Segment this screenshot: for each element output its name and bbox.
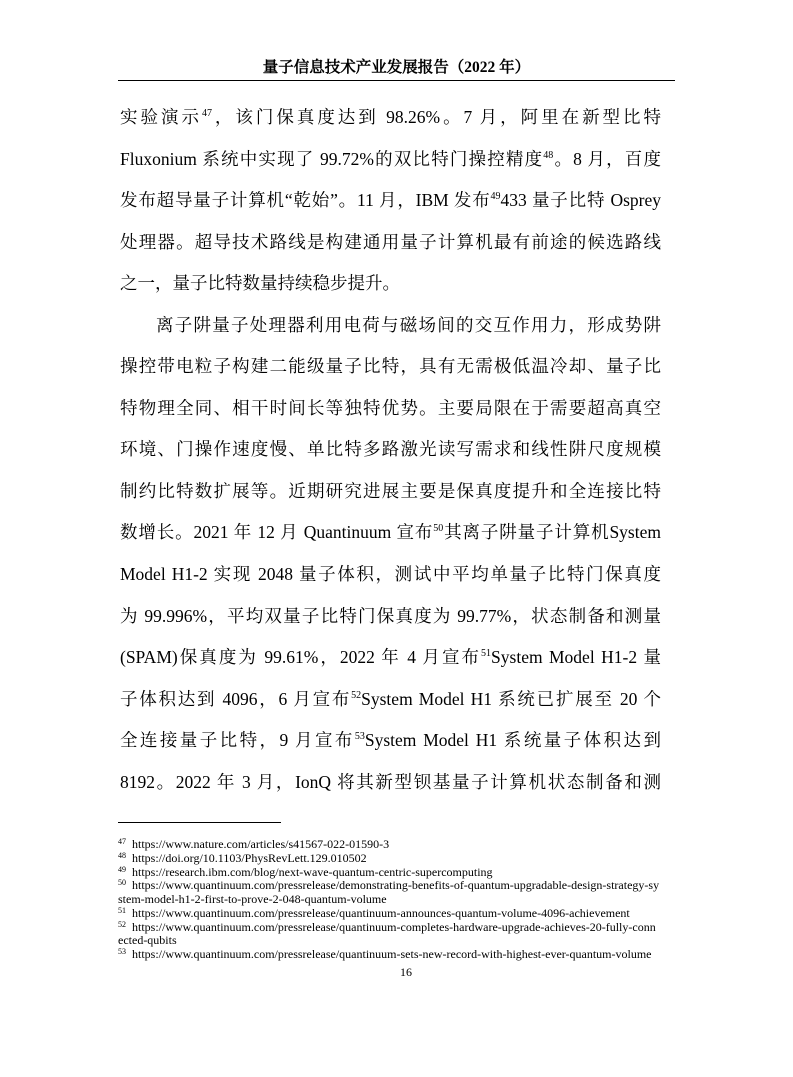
footnote-ref: 53 [354,731,365,743]
text-line [120,512,661,554]
text-run: Model H1-2 实现 2048 量子体积，测试中平均单量子比特门保真度 [120,564,661,585]
footnote-line [118,879,666,893]
text-run: 操控带电粒子构建二能级量子比特，具有无需极低温冷却、量子比 [120,356,661,377]
footnote-url: stem-model-h1-2-first-to-prove-2-048-quantum-volume [118,892,387,906]
footnote [118,948,666,962]
text-line [120,554,661,596]
text-run: 发布超导量子计算机“乾始”。11 月，IBM 发布 [120,190,491,211]
text-line [120,471,661,513]
footnote-url: ected-qubits [118,933,177,948]
text-run: System Model H1 系统已扩展至 20 个 [361,688,661,709]
text-line [120,263,661,305]
header-rule [118,80,675,81]
text-line [120,180,661,222]
footnote-url: https://research.ibm.com/blog/next-wave-quantum-centric-supercomputing [132,864,493,879]
footnote [118,879,666,907]
footnote-line [118,866,666,880]
footnote-url: https://www.quantinuum.com/pressrelease/quantinuum-completes-hardware-upgrade-achieves-20-fully-conn [132,919,656,934]
text-run: 。8 月，百度 [553,148,661,169]
text-run: 子体积达到 4096，6 月宣布 [120,688,352,709]
footnote-url: https://www.quantinuum.com/pressrelease/quantinuum-sets-new-record-with-highest-ever-quantum-volume [132,947,652,961]
text-run: 数增长。2021 年 12 月 Quantinuum 宣布 [120,522,434,543]
footnote-line [118,852,666,866]
text-line [120,429,661,471]
text-line [120,679,661,721]
footnotes [118,838,666,962]
text-run: 实验演示 [120,107,202,127]
footnote-separator [118,822,281,823]
footnote-ref: 52 [351,689,362,701]
footnote-number: 52 [118,919,126,929]
footnote-line [118,893,666,907]
text-run: 为 99.996%，平均双量子比特门保真度为 99.77%，状态制备和测量 [120,605,661,626]
text-line [120,97,661,139]
text-run: (SPAM)保真度为 99.61%，2022 年 4 月宣布 [120,647,482,668]
text-run: 433 量子比特 Osprey [500,190,661,211]
footnote-ref: 49 [490,191,501,203]
footnote-url: https://www.quantinuum.com/pressrelease/quantinuum-announces-quantum-volume-4096-achievement [132,905,630,920]
footnote-line [118,838,666,852]
text-run: 其离子阱量子计算机System [443,522,661,543]
footnote [118,852,666,866]
footnote-url: https://www.nature.com/articles/s41567-022-01590-3 [132,837,390,851]
text-run: 8192。2022 年 3 月，IonQ 将其新型钡基量子计算机状态制备和测 [120,771,661,792]
text-line [120,388,661,430]
paragraph [120,305,661,804]
text-run: 全连接量子比特，9 月宣布 [120,730,355,751]
footnote-line [118,907,666,921]
text-line [120,637,661,679]
text-run: ，该门保真度达到 98.26%。7 月，阿里在新型比特 [211,107,662,127]
footnote-number: 49 [118,864,126,874]
text-line [120,305,661,347]
footnote-ref: 51 [481,648,492,660]
text-run: Fluxonium 系统中实现了 99.72%的双比特门操控精度 [120,148,544,169]
footnote-line [118,921,666,935]
text-line [120,222,661,264]
text-run: 之一，量子比特数量持续稳步提升。 [120,273,400,294]
footnote-ref: 50 [433,523,444,535]
text-run: 离子阱量子处理器利用电荷与磁场间的交互作用力，形成势阱 [156,314,661,335]
body-text [120,97,661,803]
footnote-ref: 48 [543,149,554,161]
text-run: 处理器。超导技术路线是构建通用量子计算机最有前途的候选路线 [120,231,661,252]
footnote-number: 50 [118,878,126,888]
text-line [120,346,661,388]
footnote [118,921,666,949]
footnote [118,907,666,921]
text-run: 特物理全同、相干时间长等独特优势。主要局限在于需要超高真空 [120,397,661,418]
footnote-number: 53 [118,947,126,956]
text-line [120,762,661,804]
footnote [118,838,666,852]
footnote-ref: 47 [201,108,212,119]
footnote-line [118,948,666,962]
text-run: 环境、门操作速度慢、单比特多路激光读写需求和线性阱尺度规模 [120,439,661,460]
footnote [118,866,666,880]
text-run: 制约比特数扩展等。近期研究进展主要是保真度提升和全连接比特 [120,480,661,501]
paragraph [120,97,661,305]
running-header-title: 量子信息技术产业发展报告（2022 年） [262,59,531,76]
page-number: 16 [400,965,412,979]
footnote-number: 48 [118,850,126,860]
footnote-line [118,934,666,948]
text-line [120,596,661,638]
text-line [120,139,661,181]
text-line [120,720,661,762]
footnote-url: https://www.quantinuum.com/pressrelease/demonstrating-benefits-of-quantum-upgradable-design-strategy-sy [132,878,660,893]
footnote-number: 47 [118,837,126,846]
footnote-url: https://doi.org/10.1103/PhysRevLett.129.010502 [132,850,367,865]
footnote-number: 51 [118,905,126,915]
text-run: System Model H1 系统量子体积达到 [364,730,661,751]
text-run: System Model H1-2 量 [491,647,661,668]
